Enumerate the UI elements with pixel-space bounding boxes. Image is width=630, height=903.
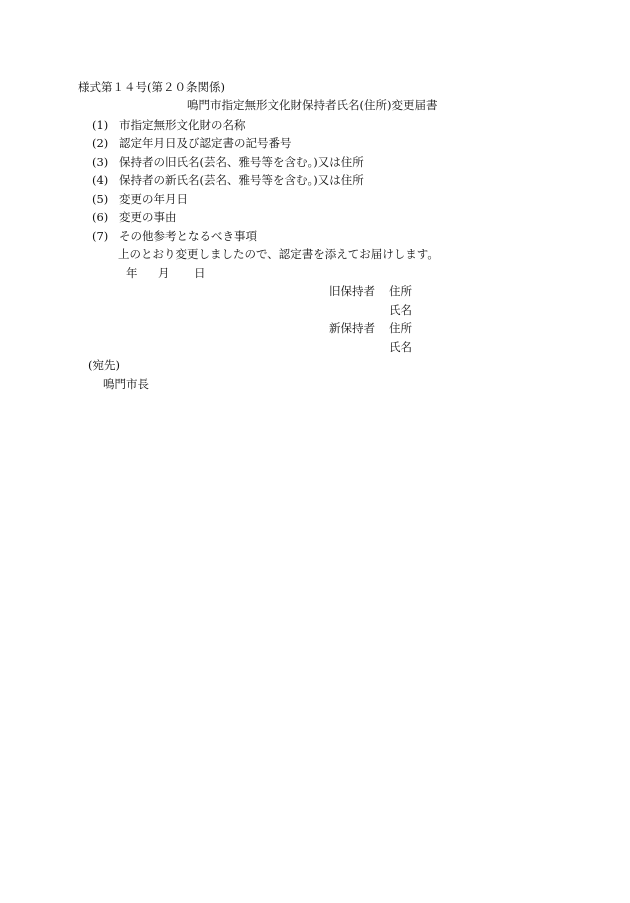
new-holder-label: 新保持者 xyxy=(329,321,375,335)
list-item xyxy=(92,138,292,150)
list-item xyxy=(92,212,177,224)
date-year-label: 年 xyxy=(126,266,138,280)
item-text: 変更の事由 xyxy=(119,210,177,224)
date-line xyxy=(126,268,206,280)
item-number: (4) xyxy=(92,173,109,187)
item-text: 認定年月日及び認定書の記号番号 xyxy=(119,136,292,150)
item-text: 市指定無形文化財の名称 xyxy=(119,118,246,132)
item-number: (7) xyxy=(92,229,109,243)
date-month-label: 月 xyxy=(158,266,170,280)
old-holder-name-label: 氏名 xyxy=(389,303,412,317)
old-holder-label: 旧保持者 xyxy=(329,284,375,298)
item-text: その他参考となるべき事項 xyxy=(119,229,257,243)
declaration-text: 上のとおり変更しましたので、認定書を添えてお届けします。 xyxy=(118,247,439,261)
item-text: 変更の年月日 xyxy=(119,192,188,206)
document-title: 鳴門市指定無形文化財保持者氏名(住所)変更届書 xyxy=(187,98,438,112)
item-number: (5) xyxy=(92,192,109,206)
list-item xyxy=(92,194,188,206)
item-number: (1) xyxy=(92,118,109,132)
list-item xyxy=(92,120,246,132)
item-number: (2) xyxy=(92,136,109,150)
addressee-label: (宛先) xyxy=(88,358,120,372)
old-holder-address-label: 住所 xyxy=(389,284,412,298)
list-item xyxy=(92,157,364,169)
new-holder-address-label: 住所 xyxy=(389,321,412,335)
item-text: 保持者の旧氏名(芸名、雅号等を含む。)又は住所 xyxy=(119,155,364,169)
form-number: 様式第１４号(第２０条関係) xyxy=(78,80,225,94)
item-text: 保持者の新氏名(芸名、雅号等を含む。)又は住所 xyxy=(119,173,364,187)
item-number: (6) xyxy=(92,210,109,224)
item-number: (3) xyxy=(92,155,109,169)
date-day-label: 日 xyxy=(194,266,206,280)
addressee: 鳴門市長 xyxy=(103,377,149,391)
new-holder-name-label: 氏名 xyxy=(389,340,412,354)
list-item xyxy=(92,231,257,243)
list-item xyxy=(92,175,364,187)
